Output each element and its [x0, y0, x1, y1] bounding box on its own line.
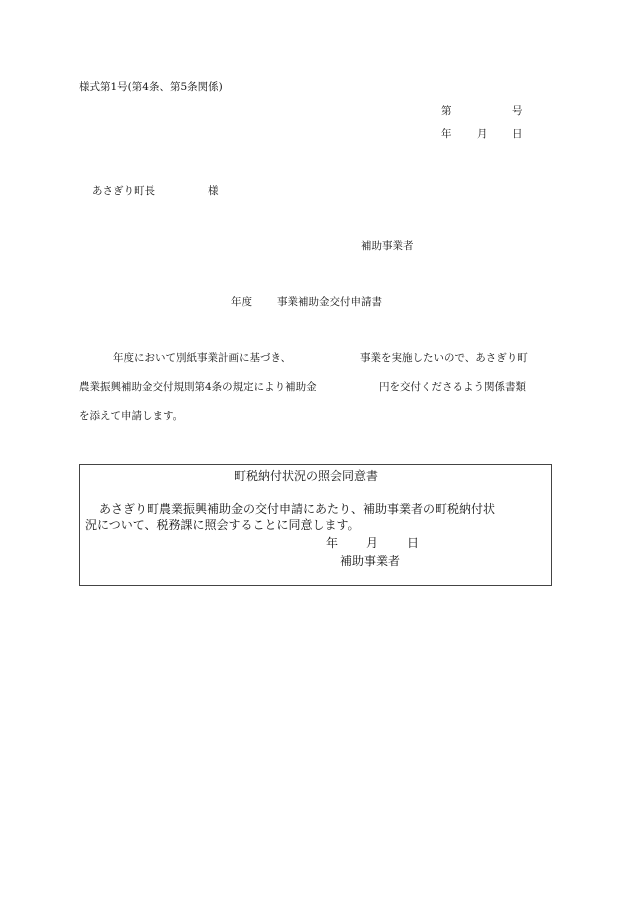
page-title: 事業補助金交付申請書	[277, 296, 382, 308]
title-year: 年度	[231, 296, 252, 308]
tax-consent-box	[79, 464, 552, 586]
date-month: 月	[477, 128, 488, 140]
consent-date-month: 月	[366, 536, 379, 550]
consent-date-year: 年	[326, 536, 339, 550]
date-day: 日	[512, 128, 523, 140]
ref-number-prefix: 第	[441, 105, 452, 117]
body-line3: を添えて申請します。	[79, 410, 184, 422]
body-line1-a: 年度において別紙事業計画に基づき、	[113, 352, 292, 364]
ref-number-suffix: 号	[512, 105, 523, 117]
addressee-honorific: 様	[208, 185, 219, 197]
applicant-label: 補助事業者	[361, 240, 414, 252]
consent-title: 町税納付状況の照会同意書	[234, 469, 379, 483]
consent-date-day: 日	[407, 536, 420, 550]
body-line2-a: 農業振興補助金交付規則第4条の規定により補助金	[79, 381, 317, 393]
date-year: 年	[441, 128, 452, 140]
addressee-name: あさぎり町長	[92, 185, 155, 197]
form-number: 様式第1号(第4条、第5条関係)	[79, 81, 223, 93]
consent-line2: 況について、税務課に照会することに同意します。	[85, 518, 360, 532]
consent-signer: 補助事業者	[340, 554, 401, 568]
body-line2-b: 円を交付くださるよう関係書類	[379, 381, 526, 393]
body-line1-b: 事業を実施したいので、あさぎり町	[360, 352, 528, 364]
consent-line1: あさぎり町農業振興補助金の交付申請にあたり、補助事業者の町税納付状	[99, 502, 496, 516]
